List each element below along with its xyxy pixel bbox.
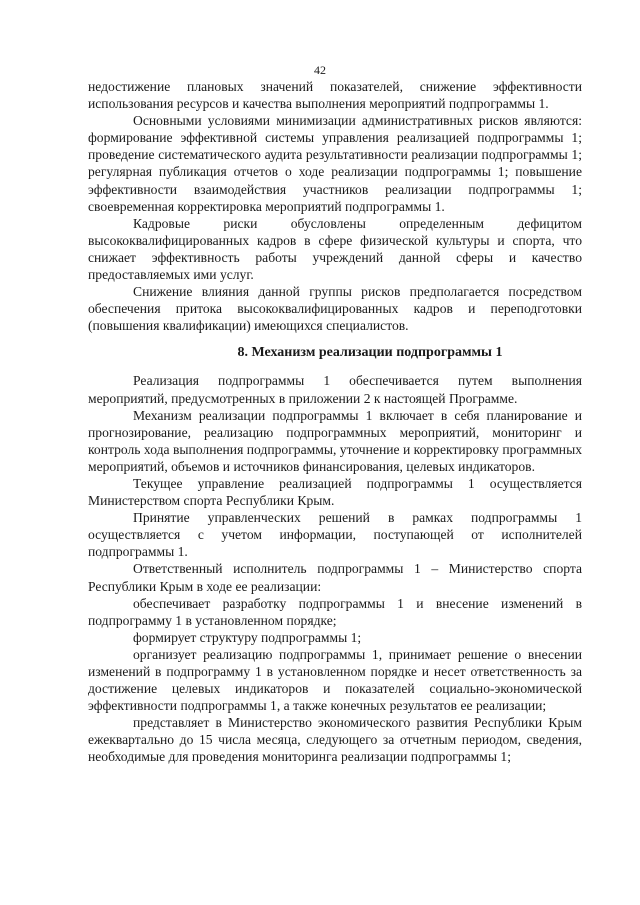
paragraph-decision-making: Принятие управленческих решений в рамках подпрограммы 1 осуществляется с учетом информации, поступающей от исполнителей подпрограммы 1.: [88, 510, 582, 560]
paragraph-mechanism: Механизм реализации подпрограммы 1 включает в себя планирование и прогнозирование, реализацию подпрограммных мероприятий, мониторинг и контроль хода выполнения подпрограммы, уточнение и корректировку программных мероприятий, объемов и источников финансирования, целевых индикаторов.: [88, 407, 582, 474]
paragraph-admin-risk-conditions: Основными условиями минимизации административных рисков являются: формирование эффективной системы управления реализацией подпрограммы 1; проведение систематического аудита результативности реализации подпрограммы 1; регулярная публикация отчетов о ходе реализации подпрограммы 1; повышение эффективности взаимодействия участников реализации подпрограммы 1; своевременная корректировка мероприятий подпрограммы 1.: [88, 113, 582, 214]
page-number: 42: [314, 63, 326, 77]
paragraph-duty-reporting: представляет в Министерство экономического развития Республики Крым ежеквартально до 15 числа месяца, следующего за отчетным периодом, сведения, необходимые для проведения мониторинга реализации подпрограммы 1;: [88, 715, 582, 765]
paragraph-duty-structure: формирует структуру подпрограммы 1;: [133, 629, 362, 645]
paragraph-duty-development: обеспечивает разработку подпрограммы 1 и внесение изменений в подпрограмму 1 в установленном порядке;: [88, 595, 582, 628]
section-heading: 8. Механизм реализации подпрограммы 1: [237, 345, 503, 361]
paragraph-duty-organization: организует реализацию подпрограммы 1, принимает решение о внесении изменений в подпрограмму 1 в установленном порядке и несет ответственность за достижение целевых индикаторов и показателей социально-экономической эффективности подпрограммы 1, а также конечных результатов ее реализации;: [88, 646, 582, 714]
paragraph-current-management: Текущее управление реализацией подпрограммы 1 осуществляется Министерством спорта Республики Крым.: [88, 475, 582, 509]
paragraph-responsible-executor: Ответственный исполнитель подпрограммы 1 – Министерство спорта Республики Крым в ходе ее реализации:: [88, 561, 582, 594]
paragraph-risk-mitigation: Снижение влияния данной группы рисков предполагается посредством обеспечения притока высококвалифицированных кадров и переподготовки (повышения квалификации) имеющихся специалистов.: [88, 284, 582, 334]
paragraph-risk-consequences: недостижение плановых значений показателей, снижение эффективности использования ресурсов и качества выполнения мероприятий подпрограммы 1.: [88, 79, 582, 112]
paragraph-implementation: Реализация подпрограммы 1 обеспечивается путем выполнения мероприятий, предусмотренных в приложении 2 к настоящей Программе.: [88, 373, 582, 406]
page-content: [88, 78, 582, 766]
paragraph-personnel-risks: Кадровые риски обусловлены определенным дефицитом высококвалифицированных кадров в сфере физической культуры и спорта, что снижает эффективность работы учреждений данной сферы и качество предоставляемых ими услуг.: [88, 215, 582, 283]
